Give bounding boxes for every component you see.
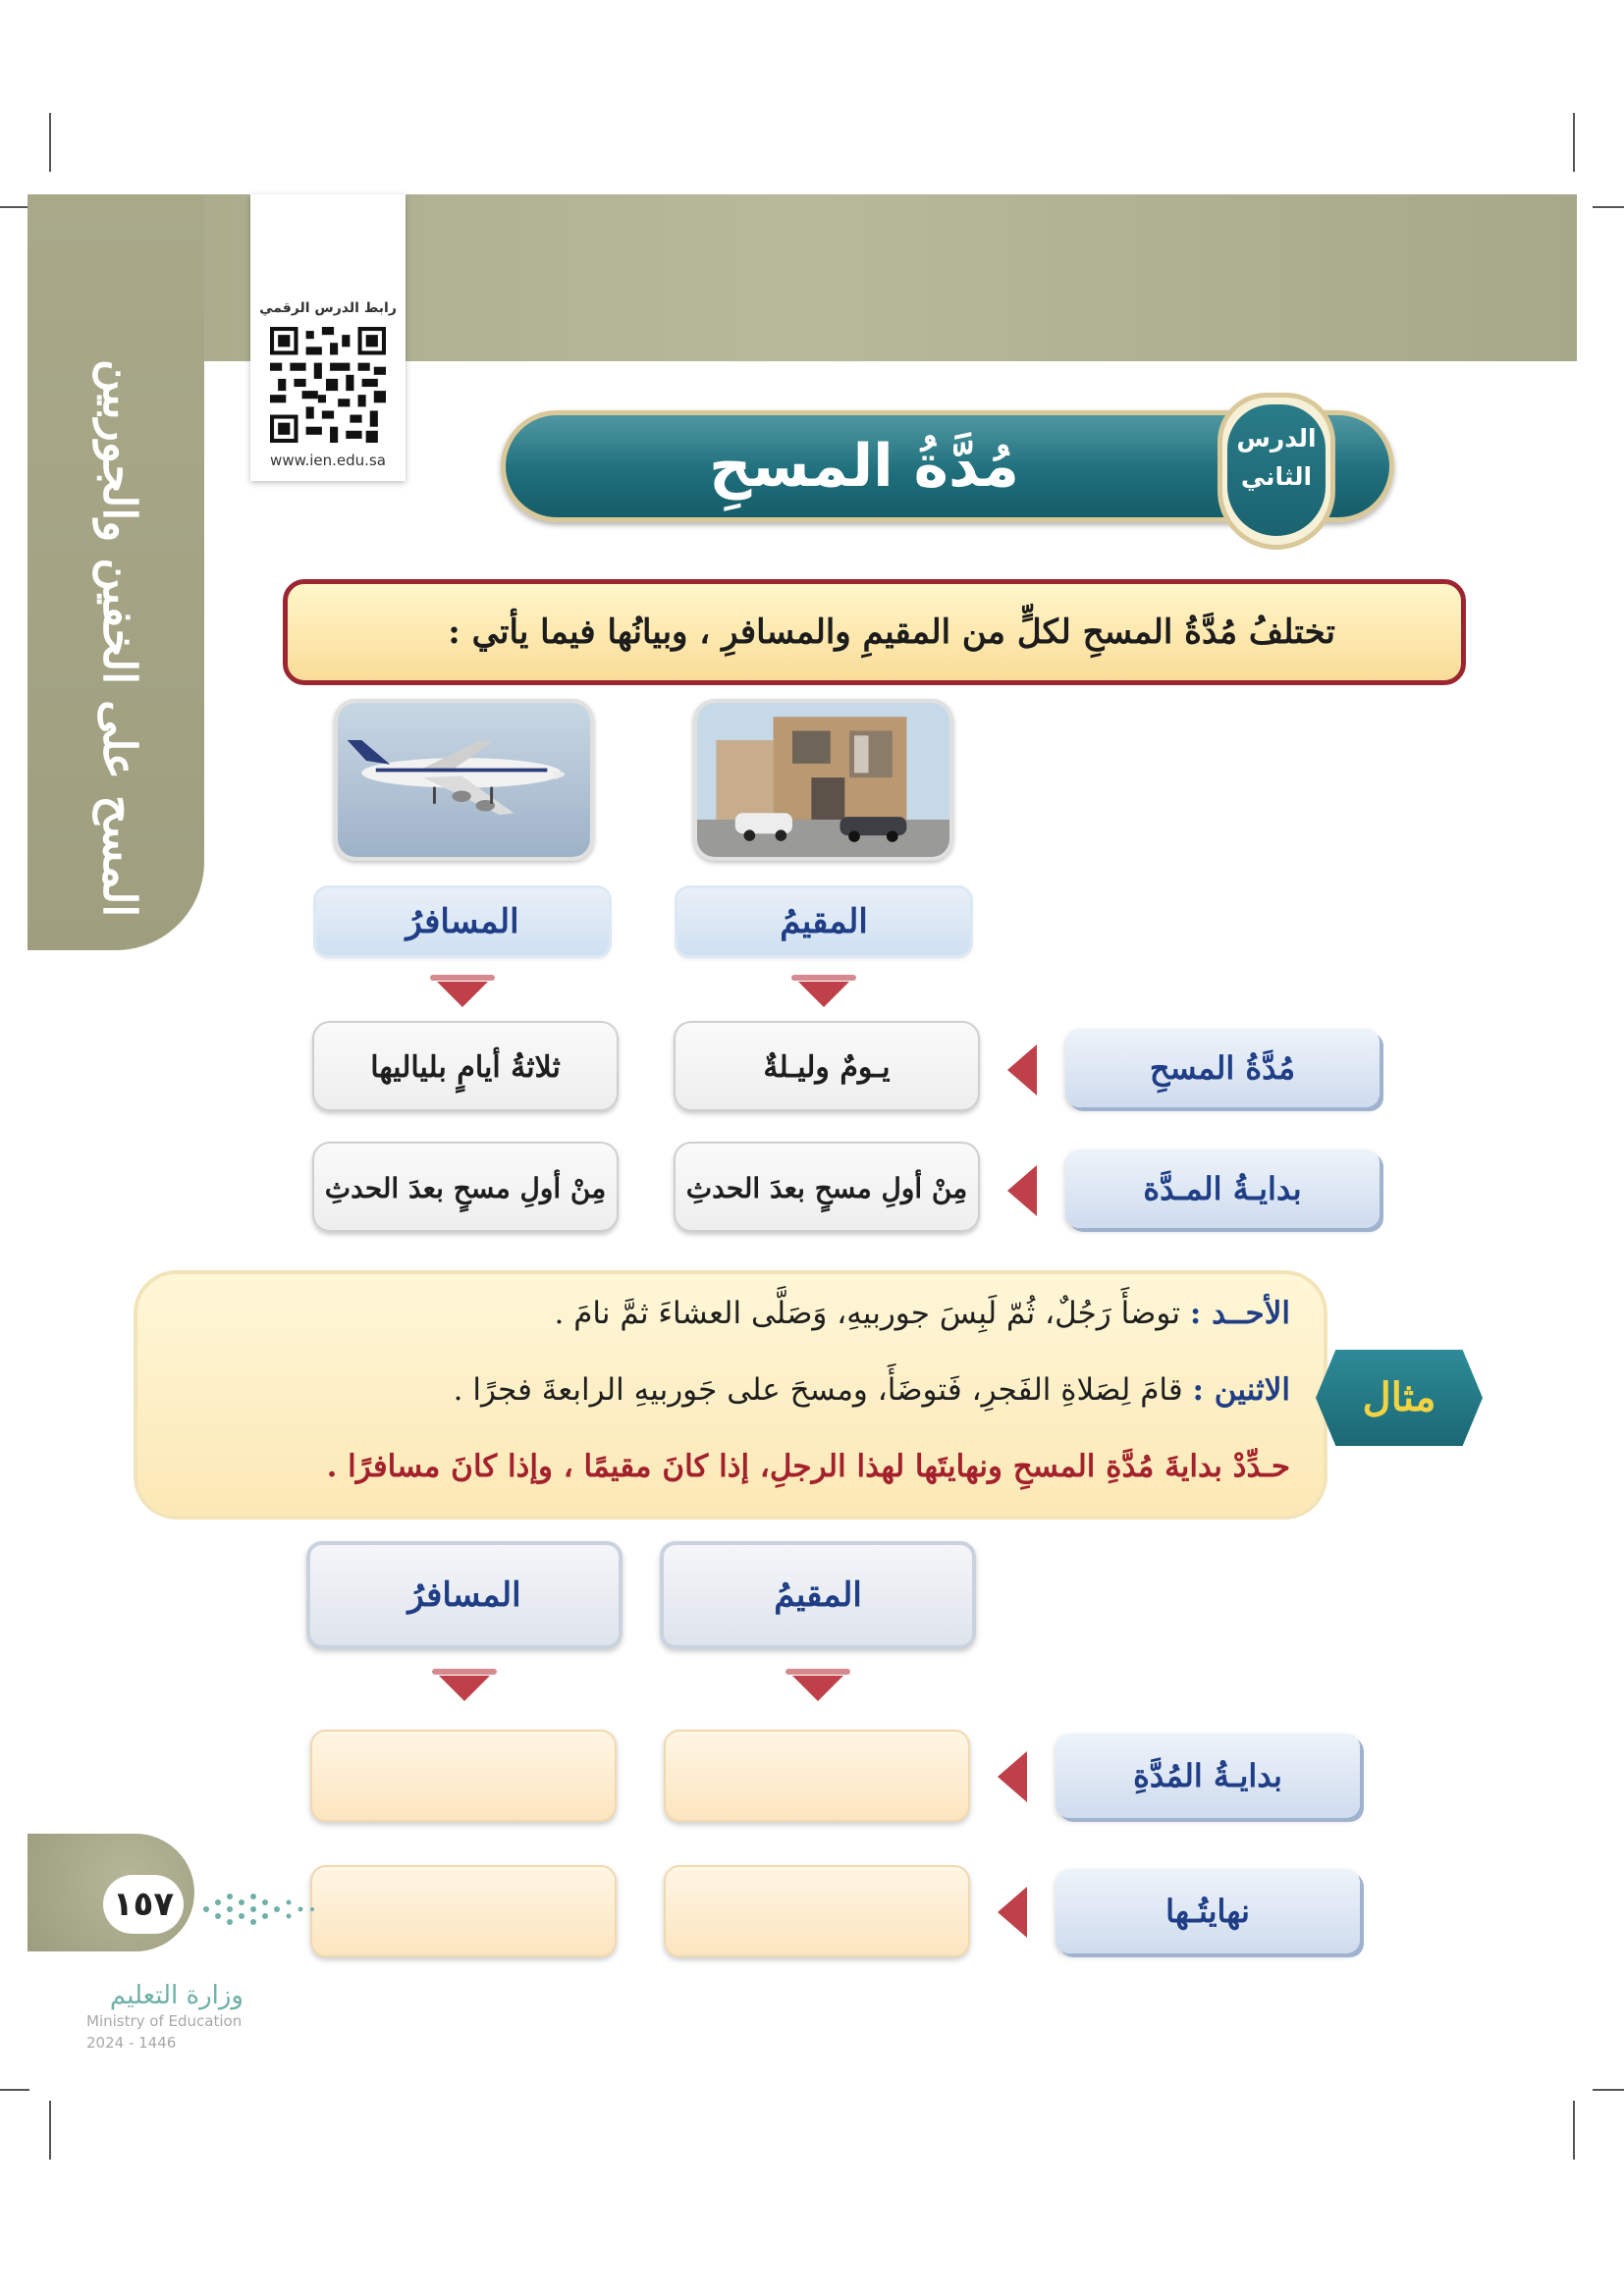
qr-label: رابط الدرس الرقمي — [259, 300, 397, 316]
qr-url[interactable]: www.ien.edu.sa — [270, 452, 386, 469]
resident-duration: يـومٌ وليـلةٌ — [674, 1021, 980, 1111]
lesson-badge-inner — [1227, 404, 1326, 536]
down-arrow-icon — [437, 982, 488, 1007]
lesson-badge-line1: الدرس — [1236, 424, 1317, 453]
left-arrow-icon — [998, 1887, 1027, 1938]
answer-traveler-end[interactable] — [310, 1865, 617, 1957]
lesson-badge-line2: الثاني — [1240, 462, 1313, 491]
qr-code-icon[interactable] — [270, 327, 386, 443]
down-arrow-bar — [785, 1669, 850, 1675]
row-label-duration: مُدَّةُ المسحِ — [1065, 1029, 1380, 1107]
example-badge-label: مثال — [1362, 1374, 1436, 1420]
edition-year: 2024 - 1446 — [86, 2034, 177, 2052]
page-number: ١٥٧ — [112, 1885, 175, 1924]
unit-title: المسح على الخفين والجوربين — [93, 358, 146, 918]
airplane-image — [334, 699, 594, 861]
row-label-start: بدايـةُ المـدَّة — [1065, 1149, 1380, 1228]
resident-start: مِنْ أولِ مسحٍ بعدَ الحدثِ — [674, 1142, 980, 1232]
example-key-monday: الاثنين : — [1192, 1372, 1290, 1408]
down-arrow-icon — [798, 982, 849, 1007]
down-arrow-bar — [430, 975, 495, 981]
ministry-name-en: Ministry of Education — [86, 2012, 243, 2030]
row-label-end: نهايتُـها — [1056, 1869, 1360, 1953]
traveler-start: مِنْ أولِ مسحٍ بعدَ الحدثِ — [312, 1142, 619, 1232]
down-arrow-icon — [792, 1676, 843, 1701]
left-arrow-icon — [998, 1751, 1027, 1802]
example-text-monday: قامَ لِصَلاةِ الفَجرِ، فَتوضَأَ، ومسحَ على جَوربيهِ الرابعةَ فجرًا . — [453, 1372, 1183, 1408]
down-arrow-bar — [791, 975, 856, 981]
house-image — [693, 699, 953, 861]
down-arrow-bar — [432, 1669, 497, 1675]
ministry-name-ar: وزارة التعليم — [109, 1981, 244, 2010]
intro-text: تختلفُ مُدَّةُ المسحِ لكلٍّ من المقيمِ والمسافرِ ، وبيانُها فيما يأتي : — [448, 613, 1335, 652]
column-resident-header: المقيمُ — [677, 888, 970, 955]
ministry-dots-icon — [196, 1885, 324, 1934]
left-arrow-icon — [1007, 1165, 1037, 1216]
column-resident-header-2: المقيمُ — [660, 1541, 976, 1649]
answer-resident-end[interactable] — [664, 1865, 970, 1957]
example-line-monday — [161, 1372, 1290, 1408]
column-traveler-header: المسافرُ — [316, 888, 609, 955]
example-key-sunday: الأحــد : — [1189, 1296, 1290, 1331]
answer-resident-start[interactable] — [664, 1730, 970, 1822]
answer-traveler-start[interactable] — [310, 1730, 617, 1822]
left-arrow-icon — [1007, 1044, 1037, 1095]
qr-card[interactable] — [250, 194, 406, 481]
lesson-title: مُدَّةُ المسحِ — [709, 432, 1019, 501]
down-arrow-icon — [439, 1676, 490, 1701]
example-line-sunday — [161, 1296, 1290, 1331]
row-label-start-2: بدايـةُ المُدَّةِ — [1056, 1734, 1360, 1818]
example-text-sunday: توضأَ رَجُلٌ، ثُمّ لَبِسَ جوربيهِ، وَصَلَّى العشاءَ ثمَّ نامَ . — [554, 1296, 1180, 1331]
column-traveler-header-2: المسافرُ — [306, 1541, 623, 1649]
traveler-duration: ثلاثةُ أيامٍ بلياليها — [312, 1021, 619, 1111]
example-question: حـدِّدْ بدايةَ مُدَّةِ المسحِ ونهايتَها لهذا الرجلِ، إذا كانَ مقيمًا ، وإذا كانَ مسافرًا . — [326, 1449, 1290, 1484]
